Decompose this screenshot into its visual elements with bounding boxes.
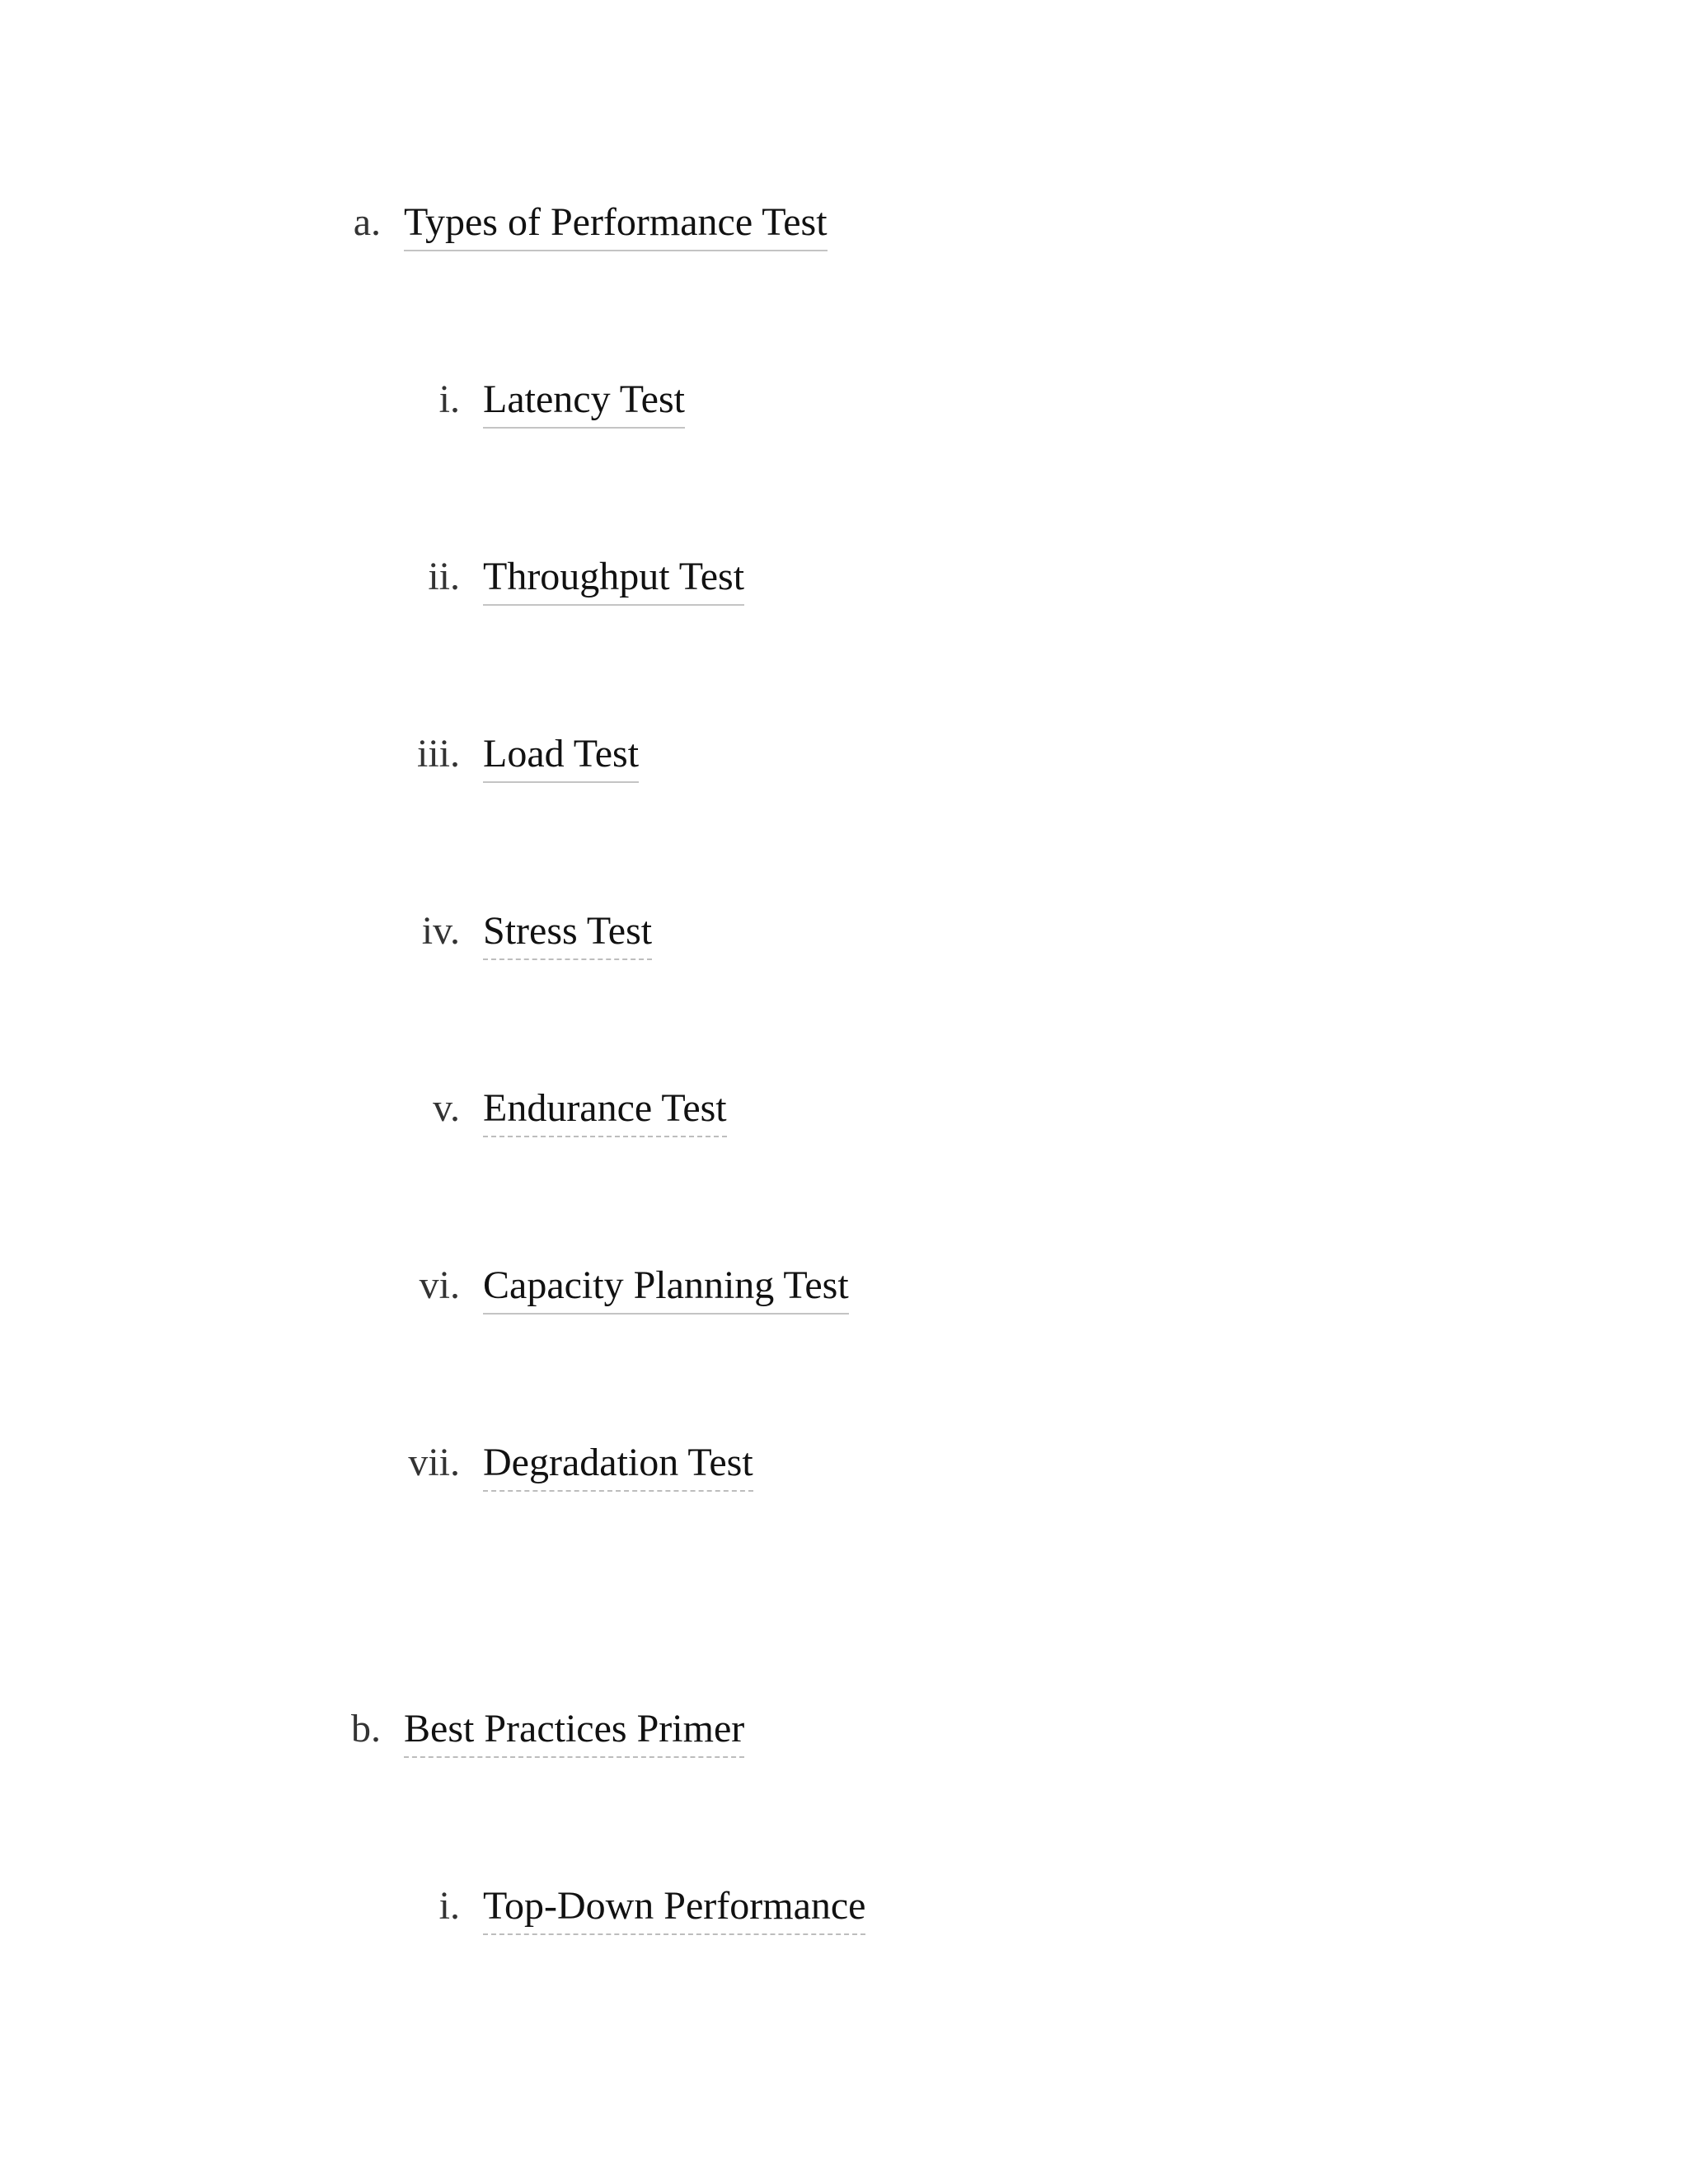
list-marker: v. <box>433 1086 460 1130</box>
list-item <box>0 544 1688 610</box>
list-item <box>0 1253 1688 1319</box>
link-latency-test[interactable]: Latency Test <box>483 367 685 433</box>
link-best-practices-primer[interactable]: Best Practices Primer <box>404 1696 744 1762</box>
list-item <box>0 721 1688 787</box>
list-marker: a. <box>353 200 381 244</box>
link-stress-test[interactable]: Stress Test <box>483 898 652 964</box>
list-marker: i. <box>438 377 460 421</box>
link-types-of-performance-test[interactable]: Types of Performance Test <box>404 190 828 255</box>
link-endurance-test[interactable]: Endurance Test <box>483 1076 727 1141</box>
list-marker: i. <box>438 1884 460 1928</box>
list-item <box>0 898 1688 964</box>
outline-section-b <box>0 1696 1688 1762</box>
list-marker: b. <box>351 1707 381 1750</box>
list-marker: iii. <box>416 732 460 776</box>
list-item <box>0 1873 1688 1939</box>
list-marker: vi. <box>419 1263 460 1307</box>
link-degradation-test[interactable]: Degradation Test <box>483 1430 753 1496</box>
link-capacity-planning-test[interactable]: Capacity Planning Test <box>483 1253 849 1319</box>
link-top-down-performance[interactable]: Top-Down Performance <box>483 1873 865 1939</box>
link-throughput-test[interactable]: Throughput Test <box>483 544 744 610</box>
list-item <box>0 1430 1688 1496</box>
outline-section-a <box>0 190 1688 255</box>
list-marker: ii. <box>428 555 460 598</box>
list-item <box>0 367 1688 433</box>
link-load-test[interactable]: Load Test <box>483 721 639 787</box>
list-marker: vii. <box>408 1441 460 1484</box>
list-marker: iv. <box>421 909 460 953</box>
list-item <box>0 1076 1688 1141</box>
